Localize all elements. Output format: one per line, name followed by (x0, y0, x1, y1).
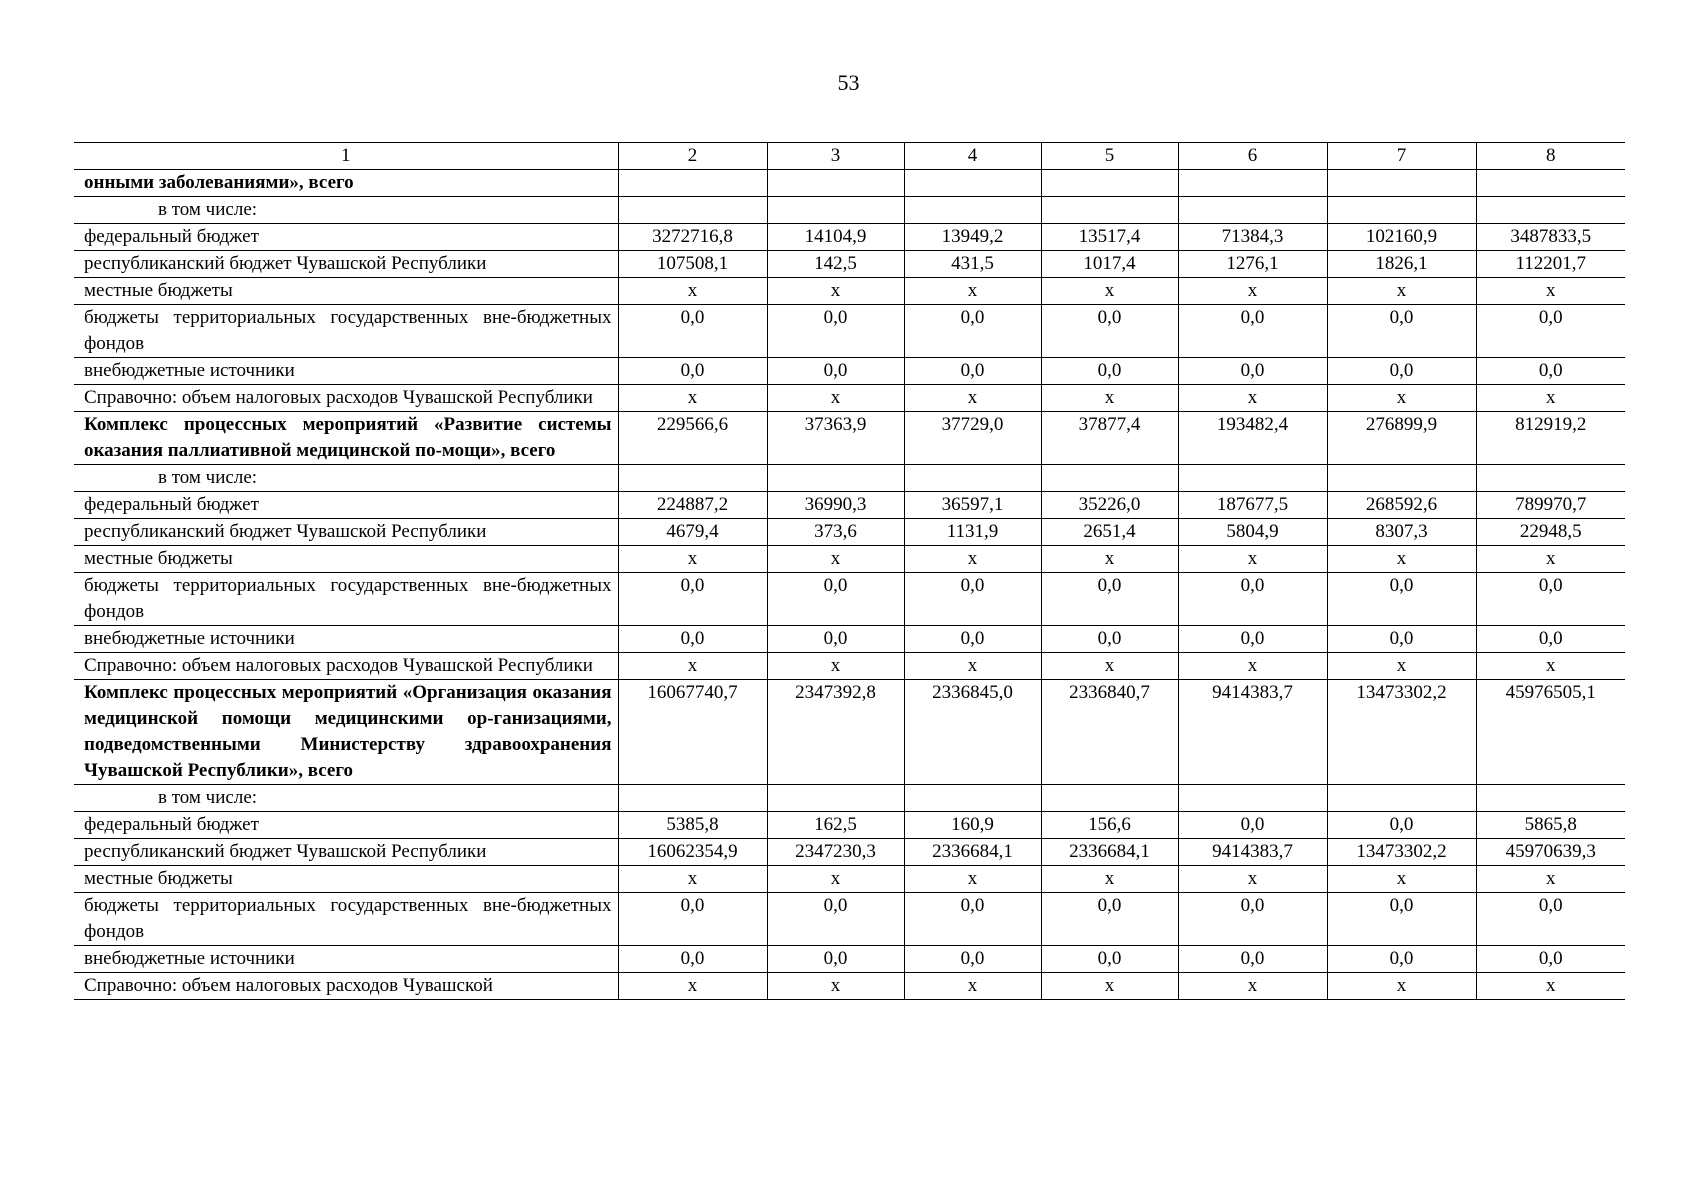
value-cell-col-4: х (904, 973, 1041, 1000)
value-cell-col-3: 0,0 (767, 946, 904, 973)
value-cell-col-4: 2336684,1 (904, 839, 1041, 866)
value-cell-col-7: 0,0 (1327, 812, 1476, 839)
value-cell-col-2 (618, 465, 767, 492)
value-cell-col-4 (904, 465, 1041, 492)
value-cell-col-6: 0,0 (1178, 573, 1327, 626)
value-cell-col-5: 2336684,1 (1041, 839, 1178, 866)
value-cell-col-4: 37729,0 (904, 412, 1041, 465)
value-cell-col-7 (1327, 785, 1476, 812)
value-cell-col-2: 0,0 (618, 358, 767, 385)
row-label: Комплекс процессных мероприятий «Развитие системы оказания паллиативной медицинской по-мощи», всего (74, 412, 618, 465)
column-header-7: 7 (1327, 143, 1476, 170)
value-cell-col-2: 0,0 (618, 946, 767, 973)
row-label: Справочно: объем налоговых расходов Чувашской (74, 973, 618, 1000)
value-cell-col-6: 0,0 (1178, 812, 1327, 839)
value-cell-col-2: 5385,8 (618, 812, 767, 839)
value-cell-col-5 (1041, 785, 1178, 812)
value-cell-col-3 (767, 170, 904, 197)
value-cell-col-6: х (1178, 385, 1327, 412)
row-label: в том числе: (74, 465, 618, 492)
value-cell-col-6: 0,0 (1178, 893, 1327, 946)
value-cell-col-7: х (1327, 653, 1476, 680)
value-cell-col-8: 45976505,1 (1476, 680, 1625, 785)
value-cell-col-3 (767, 197, 904, 224)
value-cell-col-4: 0,0 (904, 305, 1041, 358)
value-cell-col-2: х (618, 653, 767, 680)
value-cell-col-6: 5804,9 (1178, 519, 1327, 546)
value-cell-col-8: х (1476, 973, 1625, 1000)
value-cell-col-3: 162,5 (767, 812, 904, 839)
value-cell-col-4: 0,0 (904, 573, 1041, 626)
value-cell-col-7: 268592,6 (1327, 492, 1476, 519)
value-cell-col-5: 2651,4 (1041, 519, 1178, 546)
value-cell-col-3: х (767, 866, 904, 893)
value-cell-col-2: 0,0 (618, 305, 767, 358)
value-cell-col-6: х (1178, 866, 1327, 893)
value-cell-col-8: х (1476, 546, 1625, 573)
value-cell-col-8 (1476, 785, 1625, 812)
value-cell-col-7: х (1327, 546, 1476, 573)
value-cell-col-6: х (1178, 653, 1327, 680)
table-row (74, 546, 1625, 573)
value-cell-col-2: х (618, 973, 767, 1000)
table-row (74, 626, 1625, 653)
value-cell-col-4 (904, 170, 1041, 197)
value-cell-col-7: 0,0 (1327, 626, 1476, 653)
value-cell-col-8: 0,0 (1476, 626, 1625, 653)
value-cell-col-8 (1476, 197, 1625, 224)
value-cell-col-7: 102160,9 (1327, 224, 1476, 251)
value-cell-col-5: 0,0 (1041, 626, 1178, 653)
value-cell-col-4: х (904, 385, 1041, 412)
table-body (74, 170, 1625, 1000)
row-label: в том числе: (74, 785, 618, 812)
column-header-4: 4 (904, 143, 1041, 170)
table-row (74, 492, 1625, 519)
row-label: республиканский бюджет Чувашской Республики (74, 251, 618, 278)
value-cell-col-2: 0,0 (618, 573, 767, 626)
row-label: федеральный бюджет (74, 812, 618, 839)
value-cell-col-2: х (618, 385, 767, 412)
header-row (74, 143, 1625, 170)
row-label: бюджеты территориальных государственных вне-бюджетных фондов (74, 305, 618, 358)
budget-table (74, 142, 1625, 1000)
value-cell-col-6 (1178, 785, 1327, 812)
value-cell-col-2 (618, 785, 767, 812)
value-cell-col-5: 156,6 (1041, 812, 1178, 839)
table-row (74, 812, 1625, 839)
value-cell-col-7: 0,0 (1327, 358, 1476, 385)
value-cell-col-6 (1178, 197, 1327, 224)
value-cell-col-3: 142,5 (767, 251, 904, 278)
table-row (74, 519, 1625, 546)
table-row (74, 170, 1625, 197)
table-row (74, 358, 1625, 385)
value-cell-col-3: х (767, 278, 904, 305)
value-cell-col-8: 789970,7 (1476, 492, 1625, 519)
row-label: Справочно: объем налоговых расходов Чувашской Республики (74, 385, 618, 412)
row-label: бюджеты территориальных государственных вне-бюджетных фондов (74, 893, 618, 946)
value-cell-col-7: х (1327, 385, 1476, 412)
value-cell-col-8: 0,0 (1476, 358, 1625, 385)
row-label: внебюджетные источники (74, 358, 618, 385)
value-cell-col-5 (1041, 170, 1178, 197)
value-cell-col-7 (1327, 465, 1476, 492)
table-row (74, 653, 1625, 680)
value-cell-col-3: х (767, 653, 904, 680)
value-cell-col-6: 0,0 (1178, 946, 1327, 973)
value-cell-col-5: 0,0 (1041, 358, 1178, 385)
value-cell-col-8: 0,0 (1476, 893, 1625, 946)
row-label: местные бюджеты (74, 278, 618, 305)
value-cell-col-2: х (618, 278, 767, 305)
value-cell-col-4: 36597,1 (904, 492, 1041, 519)
row-label: федеральный бюджет (74, 224, 618, 251)
value-cell-col-7: 276899,9 (1327, 412, 1476, 465)
table-row (74, 305, 1625, 358)
value-cell-col-5: х (1041, 278, 1178, 305)
value-cell-col-6: 9414383,7 (1178, 680, 1327, 785)
value-cell-col-3: 14104,9 (767, 224, 904, 251)
value-cell-col-6 (1178, 170, 1327, 197)
row-label: республиканский бюджет Чувашской Республики (74, 839, 618, 866)
value-cell-col-4: 431,5 (904, 251, 1041, 278)
value-cell-col-8: 0,0 (1476, 573, 1625, 626)
value-cell-col-3: 373,6 (767, 519, 904, 546)
table-row (74, 946, 1625, 973)
value-cell-col-5 (1041, 197, 1178, 224)
column-header-2: 2 (618, 143, 767, 170)
row-label: Справочно: объем налоговых расходов Чувашской Республики (74, 653, 618, 680)
value-cell-col-3: х (767, 546, 904, 573)
value-cell-col-6: 0,0 (1178, 358, 1327, 385)
value-cell-col-2: 16062354,9 (618, 839, 767, 866)
value-cell-col-2: 0,0 (618, 626, 767, 653)
value-cell-col-6: х (1178, 546, 1327, 573)
value-cell-col-8: х (1476, 385, 1625, 412)
value-cell-col-3: х (767, 973, 904, 1000)
table-row (74, 893, 1625, 946)
value-cell-col-6: 0,0 (1178, 626, 1327, 653)
value-cell-col-6: 71384,3 (1178, 224, 1327, 251)
value-cell-col-2 (618, 170, 767, 197)
value-cell-col-7: 1826,1 (1327, 251, 1476, 278)
value-cell-col-7 (1327, 197, 1476, 224)
row-label: федеральный бюджет (74, 492, 618, 519)
value-cell-col-6: 9414383,7 (1178, 839, 1327, 866)
value-cell-col-3: 0,0 (767, 573, 904, 626)
value-cell-col-5: х (1041, 973, 1178, 1000)
value-cell-col-2: 0,0 (618, 893, 767, 946)
table-row (74, 412, 1625, 465)
table-row (74, 866, 1625, 893)
value-cell-col-8 (1476, 170, 1625, 197)
value-cell-col-4: 0,0 (904, 946, 1041, 973)
row-label: местные бюджеты (74, 546, 618, 573)
value-cell-col-5: 1017,4 (1041, 251, 1178, 278)
value-cell-col-2: 3272716,8 (618, 224, 767, 251)
column-header-8: 8 (1476, 143, 1625, 170)
value-cell-col-8: 0,0 (1476, 305, 1625, 358)
value-cell-col-7: 0,0 (1327, 573, 1476, 626)
value-cell-col-5: х (1041, 385, 1178, 412)
value-cell-col-4: х (904, 653, 1041, 680)
value-cell-col-7: 13473302,2 (1327, 680, 1476, 785)
table-row (74, 224, 1625, 251)
page-number: 53 (837, 70, 860, 95)
value-cell-col-3: 36990,3 (767, 492, 904, 519)
value-cell-col-8: 812919,2 (1476, 412, 1625, 465)
value-cell-col-3: 0,0 (767, 358, 904, 385)
value-cell-col-7 (1327, 170, 1476, 197)
value-cell-col-4: х (904, 866, 1041, 893)
value-cell-col-6 (1178, 465, 1327, 492)
value-cell-col-3: х (767, 385, 904, 412)
value-cell-col-5: 0,0 (1041, 946, 1178, 973)
value-cell-col-4: 0,0 (904, 358, 1041, 385)
row-label: Комплекс процессных мероприятий «Организация оказания медицинской помощи медицинскими ор-ганизациями, подведомственными Министерству здравоохранения Чувашской Республики», всего (74, 680, 618, 785)
value-cell-col-6: 1276,1 (1178, 251, 1327, 278)
value-cell-col-4: 2336845,0 (904, 680, 1041, 785)
value-cell-col-8: х (1476, 653, 1625, 680)
value-cell-col-8: 45970639,3 (1476, 839, 1625, 866)
value-cell-col-3: 2347392,8 (767, 680, 904, 785)
row-label: республиканский бюджет Чувашской Республики (74, 519, 618, 546)
value-cell-col-4: 0,0 (904, 626, 1041, 653)
value-cell-col-3 (767, 465, 904, 492)
value-cell-col-5: 0,0 (1041, 305, 1178, 358)
value-cell-col-6: х (1178, 973, 1327, 1000)
value-cell-col-8: 5865,8 (1476, 812, 1625, 839)
value-cell-col-7: х (1327, 866, 1476, 893)
value-cell-col-3: 37363,9 (767, 412, 904, 465)
value-cell-col-8: 22948,5 (1476, 519, 1625, 546)
row-label: онными заболеваниями», всего (74, 170, 618, 197)
column-header-1: 1 (74, 143, 618, 170)
value-cell-col-5: 0,0 (1041, 893, 1178, 946)
value-cell-col-5: 35226,0 (1041, 492, 1178, 519)
value-cell-col-4: 1131,9 (904, 519, 1041, 546)
value-cell-col-2: 107508,1 (618, 251, 767, 278)
table-row (74, 680, 1625, 785)
value-cell-col-2: 4679,4 (618, 519, 767, 546)
table-row (74, 278, 1625, 305)
value-cell-col-7: х (1327, 278, 1476, 305)
value-cell-col-7: х (1327, 973, 1476, 1000)
value-cell-col-2: х (618, 866, 767, 893)
value-cell-col-4: х (904, 278, 1041, 305)
row-label: внебюджетные источники (74, 946, 618, 973)
value-cell-col-3: 0,0 (767, 305, 904, 358)
value-cell-col-5 (1041, 465, 1178, 492)
value-cell-col-3 (767, 785, 904, 812)
value-cell-col-2: 16067740,7 (618, 680, 767, 785)
value-cell-col-5: 37877,4 (1041, 412, 1178, 465)
table-row (74, 197, 1625, 224)
table-row (74, 385, 1625, 412)
value-cell-col-6: 0,0 (1178, 305, 1327, 358)
value-cell-col-8 (1476, 465, 1625, 492)
value-cell-col-8: 112201,7 (1476, 251, 1625, 278)
value-cell-col-4 (904, 197, 1041, 224)
table-row (74, 839, 1625, 866)
value-cell-col-4: 160,9 (904, 812, 1041, 839)
table-row (74, 573, 1625, 626)
value-cell-col-3: 2347230,3 (767, 839, 904, 866)
value-cell-col-3: 0,0 (767, 626, 904, 653)
value-cell-col-5: х (1041, 546, 1178, 573)
value-cell-col-5: х (1041, 653, 1178, 680)
table-row (74, 465, 1625, 492)
row-label: в том числе: (74, 197, 618, 224)
value-cell-col-6: х (1178, 278, 1327, 305)
value-cell-col-5: 0,0 (1041, 573, 1178, 626)
row-label: местные бюджеты (74, 866, 618, 893)
row-label: внебюджетные источники (74, 626, 618, 653)
value-cell-col-7: 0,0 (1327, 893, 1476, 946)
value-cell-col-5: 13517,4 (1041, 224, 1178, 251)
value-cell-col-7: 13473302,2 (1327, 839, 1476, 866)
value-cell-col-2: 229566,6 (618, 412, 767, 465)
value-cell-col-7: 8307,3 (1327, 519, 1476, 546)
value-cell-col-4: 13949,2 (904, 224, 1041, 251)
value-cell-col-8: х (1476, 278, 1625, 305)
value-cell-col-6: 187677,5 (1178, 492, 1327, 519)
value-cell-col-2 (618, 197, 767, 224)
value-cell-col-7: 0,0 (1327, 305, 1476, 358)
value-cell-col-5: х (1041, 866, 1178, 893)
table-row (74, 973, 1625, 1000)
value-cell-col-2: х (618, 546, 767, 573)
value-cell-col-2: 224887,2 (618, 492, 767, 519)
table-row (74, 785, 1625, 812)
value-cell-col-7: 0,0 (1327, 946, 1476, 973)
value-cell-col-6: 193482,4 (1178, 412, 1327, 465)
value-cell-col-4 (904, 785, 1041, 812)
value-cell-col-8: х (1476, 866, 1625, 893)
value-cell-col-3: 0,0 (767, 893, 904, 946)
column-header-6: 6 (1178, 143, 1327, 170)
value-cell-col-4: х (904, 546, 1041, 573)
column-header-3: 3 (767, 143, 904, 170)
value-cell-col-8: 3487833,5 (1476, 224, 1625, 251)
value-cell-col-5: 2336840,7 (1041, 680, 1178, 785)
column-header-5: 5 (1041, 143, 1178, 170)
value-cell-col-8: 0,0 (1476, 946, 1625, 973)
row-label: бюджеты территориальных государственных вне-бюджетных фондов (74, 573, 618, 626)
table-row (74, 251, 1625, 278)
value-cell-col-4: 0,0 (904, 893, 1041, 946)
